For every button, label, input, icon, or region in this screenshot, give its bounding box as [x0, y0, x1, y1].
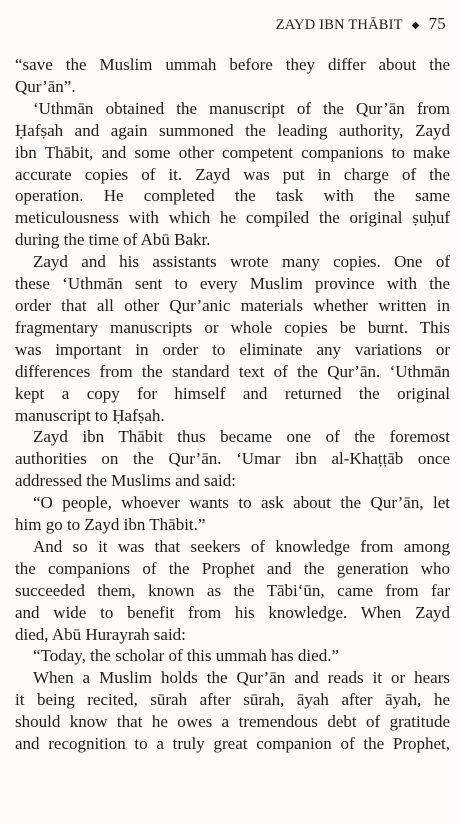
- paragraph: [15, 492, 450, 536]
- text-line: during the time of Abū Bakr.: [15, 230, 211, 250]
- text-line: “Today, the scholar of this ummah has died.”: [33, 646, 339, 666]
- diamond-separator-icon: ◆: [411, 20, 420, 31]
- text-line: and wide to benefit from his knowledge. When Zayd: [15, 602, 450, 622]
- running-title: ZAYD IBN THĀBIT: [275, 17, 403, 33]
- paragraph: [15, 251, 450, 426]
- paragraph: [15, 667, 450, 755]
- text-line: died, Abū Hurayrah said:: [15, 624, 186, 644]
- text-line: authorities on the Qur’ān. ‘Umar ibn al-Khaṭṭāb once: [15, 449, 450, 469]
- text-line: ‘Uthmān obtained the manuscript of the Qur’ān from: [33, 98, 450, 118]
- text-line: addressed the Muslims and said:: [15, 471, 236, 491]
- text-line: accurate copies of it. Zayd was put in charge of the: [15, 164, 450, 184]
- text-line: When a Muslim holds the Qur’ān and reads it or hears: [33, 668, 450, 688]
- text-line: Ḥafṣah and again summoned the leading authority, Zayd: [15, 120, 450, 140]
- text-line: Zayd and his assistants wrote many copies. One of: [33, 252, 450, 272]
- paragraph: [15, 98, 450, 251]
- text-line: Zayd ibn Thābit thus became one of the foremost: [33, 427, 450, 447]
- paragraph: [15, 645, 450, 667]
- text-line: fragmentary manuscripts or whole copies be burnt. This: [15, 317, 450, 337]
- paragraph: [15, 536, 450, 646]
- text-line: “save the Muslim ummah before they differ about the: [15, 55, 450, 74]
- text-line: And so it was that seekers of knowledge from among: [33, 536, 450, 556]
- text-line: manuscript to Ḥafṣah.: [15, 405, 165, 425]
- text-line: Qur’ān”.: [15, 76, 76, 96]
- text-line: it being recited, sūrah after sūrah, āyah after āyah, he: [15, 690, 450, 710]
- text-line: these ‘Uthmān sent to every Muslim province with the: [15, 274, 450, 294]
- body-text: [15, 54, 450, 755]
- text-line: kept a copy for himself and returned the original: [15, 383, 450, 403]
- paragraph: [15, 426, 450, 492]
- text-line: him go to Zayd ibn Thābit.”: [15, 515, 206, 535]
- text-line: “O people, whoever wants to ask about the Qur’ān, let: [33, 493, 450, 513]
- text-line: and recognition to a truly great companion of the Prophet,: [15, 734, 450, 754]
- text-line: the companions of the Prophet and the generation who: [15, 558, 450, 578]
- text-line: ibn Thābit, and some other competent companions to make: [15, 142, 450, 162]
- text-line: should know that he owes a tremendous debt of gratitude: [15, 712, 450, 732]
- text-line: was important in order to eliminate any variations or: [15, 339, 450, 359]
- page-number: 75: [428, 14, 446, 33]
- text-line: differences from the standard text of the Qur’ān. ‘Uthmān: [15, 361, 450, 381]
- running-header: [276, 14, 446, 34]
- text-line: order that all other Qur’anic materials whether written in: [15, 295, 450, 315]
- paragraph: [15, 54, 450, 98]
- text-line: operation. He completed the task with the same: [15, 186, 450, 206]
- text-line: succeeded them, known as the Tābi‘ūn, came from far: [15, 580, 450, 600]
- text-line: meticulousness with which he compiled the original ṣuḥuf: [15, 208, 450, 228]
